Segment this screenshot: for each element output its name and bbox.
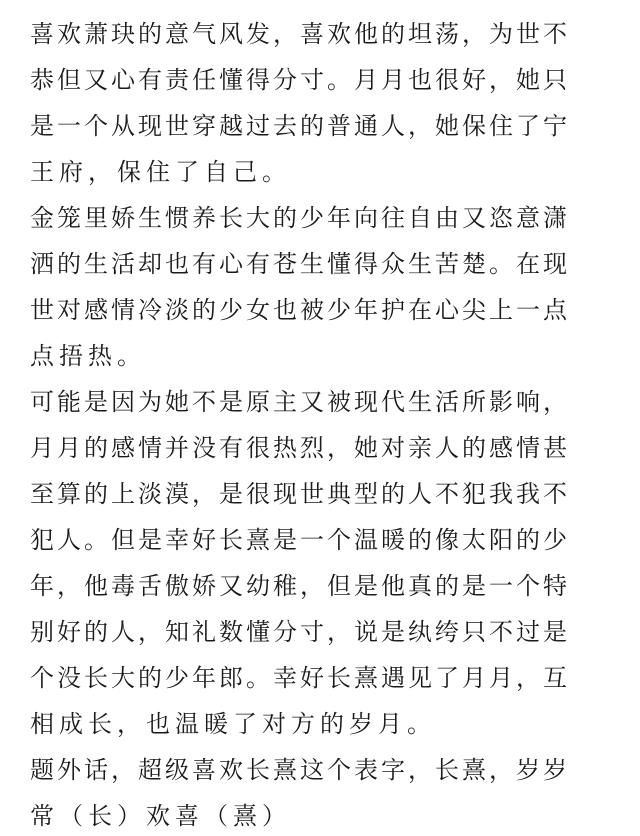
- text-line: 犯人。但是幸好长熹是一个温暖的像太阳的少: [30, 526, 570, 554]
- text-line: 世对感情冷淡的少女也被少年护在心尖上一点: [30, 296, 570, 324]
- text-line: 题外话，超级喜欢长熹这个表字，长熹，岁岁: [30, 756, 570, 784]
- text-line: 常（长）欢喜（熹）: [30, 802, 291, 830]
- text-line: 月月的感情并没有很热烈，她对亲人的感情甚: [30, 434, 570, 462]
- text-line: 王府，保住了自己。: [30, 158, 291, 186]
- text-line: 相成长，也温暖了对方的岁月。: [30, 710, 436, 738]
- text-line: 是一个从现世穿越过去的普通人，她保住了宁: [30, 112, 570, 140]
- text-line: 喜欢萧玦的意气风发，喜欢他的坦荡，为世不: [30, 20, 570, 48]
- text-line: 个没长大的少年郎。幸好长熹遇见了月月，互: [30, 664, 570, 692]
- text-line: 点捂热。: [30, 342, 146, 370]
- text-line: 恭但又心有责任懂得分寸。月月也很好，她只: [30, 66, 570, 94]
- text-line: 别好的人，知礼数懂分寸，说是纨绔只不过是: [30, 618, 570, 646]
- text-line: 年，他毒舌傲娇又幼稚，但是他真的是一个特: [30, 572, 570, 600]
- text-line: 至算的上淡漠，是很现世典型的人不犯我我不: [30, 480, 570, 508]
- text-line: 洒的生活却也有心有苍生懂得众生苦楚。在现: [30, 250, 570, 278]
- text-line: 可能是因为她不是原主又被现代生活所影响，: [30, 388, 570, 416]
- text-line: 金笼里娇生惯养长大的少年向往自由又恣意潇: [30, 204, 570, 232]
